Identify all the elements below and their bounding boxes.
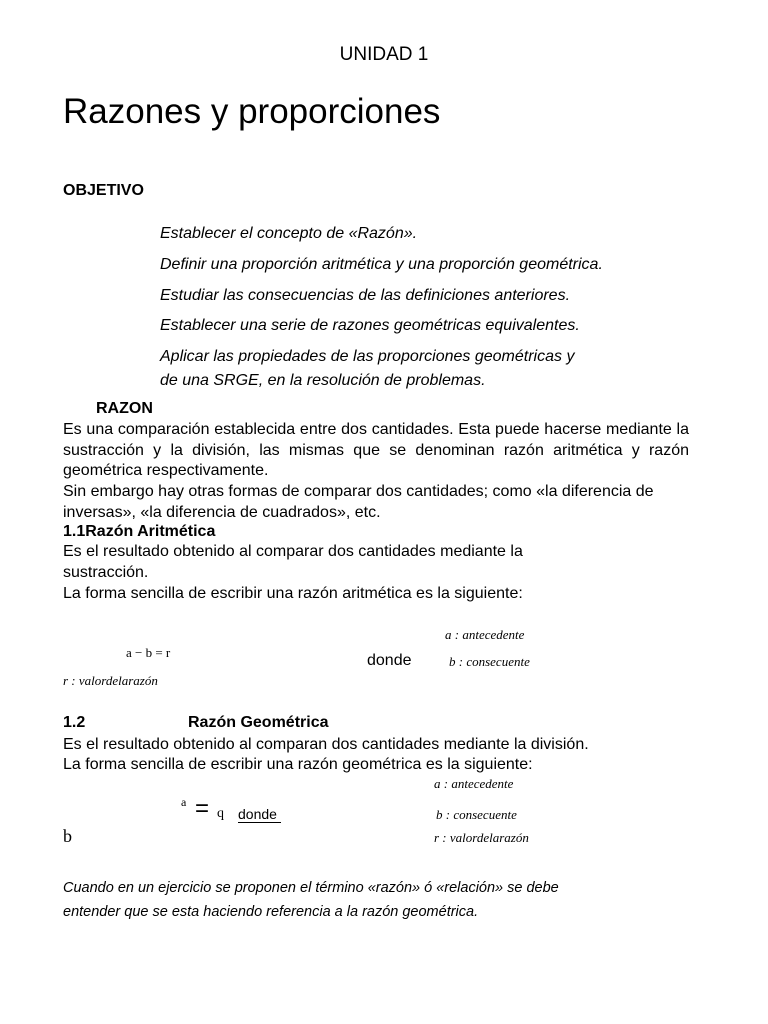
razon-paragraph-2: Sin embargo hay otras formas de comparar dos cantidades; como «la diferencia de inversas», «la diferencia de cuadrados», etc. [63, 483, 654, 521]
geometric-heading: Razón Geométrica [188, 714, 329, 731]
arithmetic-b-definition: b : consecuente [449, 654, 530, 669]
objective-item: Establecer el concepto de «Razón». [160, 225, 418, 242]
geometric-text: Es el resultado obtenido al comparan dos cantidades mediante la división. [63, 736, 589, 753]
arithmetic-formula: a − b = r [126, 645, 171, 660]
objective-item: Estudiar las consecuencias de las definiciones anteriores. [160, 287, 571, 304]
objective-item: de una SRGE, en la resolución de problemas. [160, 372, 486, 389]
geometric-donde: donde [238, 806, 281, 823]
note-line: Cuando en un ejercicio se proponen el término «razón» ó «relación» se debe [63, 880, 559, 896]
geometric-text: La forma sencilla de escribir una razón geométrica es la siguiente: [63, 756, 533, 773]
geometric-equals: = [195, 795, 210, 822]
arithmetic-a-definition: a : antecedente [445, 627, 525, 642]
arithmetic-donde: donde [367, 652, 412, 669]
arithmetic-text: sustracción. [63, 564, 149, 581]
objective-item: Aplicar las propiedades de las proporciones geométricas y [160, 348, 575, 365]
note-line: entender que se esta haciendo referencia a la razón geométrica. [63, 904, 479, 920]
objective-item: Definir una proporción aritmética y una proporción geométrica. [160, 256, 603, 273]
geometric-numerator: a [181, 795, 187, 809]
arithmetic-text: La forma sencilla de escribir una razón aritmética es la siguiente: [63, 585, 523, 602]
objective-heading: OBJETIVO [63, 182, 144, 199]
geometric-a-definition: a : antecedente [434, 776, 514, 791]
unit-label: UNIDAD 1 [339, 44, 429, 65]
page-title: Razones y proporciones [63, 92, 441, 131]
geometric-b-definition: b : consecuente [436, 807, 517, 822]
geometric-r-definition: r : valordelarazón [434, 830, 529, 845]
geometric-denominator: b [63, 826, 72, 846]
arithmetic-heading: 1.1Razón Aritmética [63, 523, 216, 540]
geometric-q: q [217, 806, 224, 821]
objective-item: Establecer una serie de razones geométricas equivalentes. [160, 317, 580, 334]
geometric-number: 1.2 [63, 714, 86, 731]
razon-paragraph: Es una comparación establecida entre dos cantidades. Esta puede hacerse mediante la sustracción y la división, las mismas que se denominan razón aritmética y razón geométrica respectivamente. [63, 421, 689, 480]
arithmetic-r-definition: r : valordelarazón [63, 673, 158, 688]
arithmetic-text: Es el resultado obtenido al comparar dos cantidades mediante la [63, 543, 523, 560]
razon-heading: RAZON [96, 400, 153, 417]
